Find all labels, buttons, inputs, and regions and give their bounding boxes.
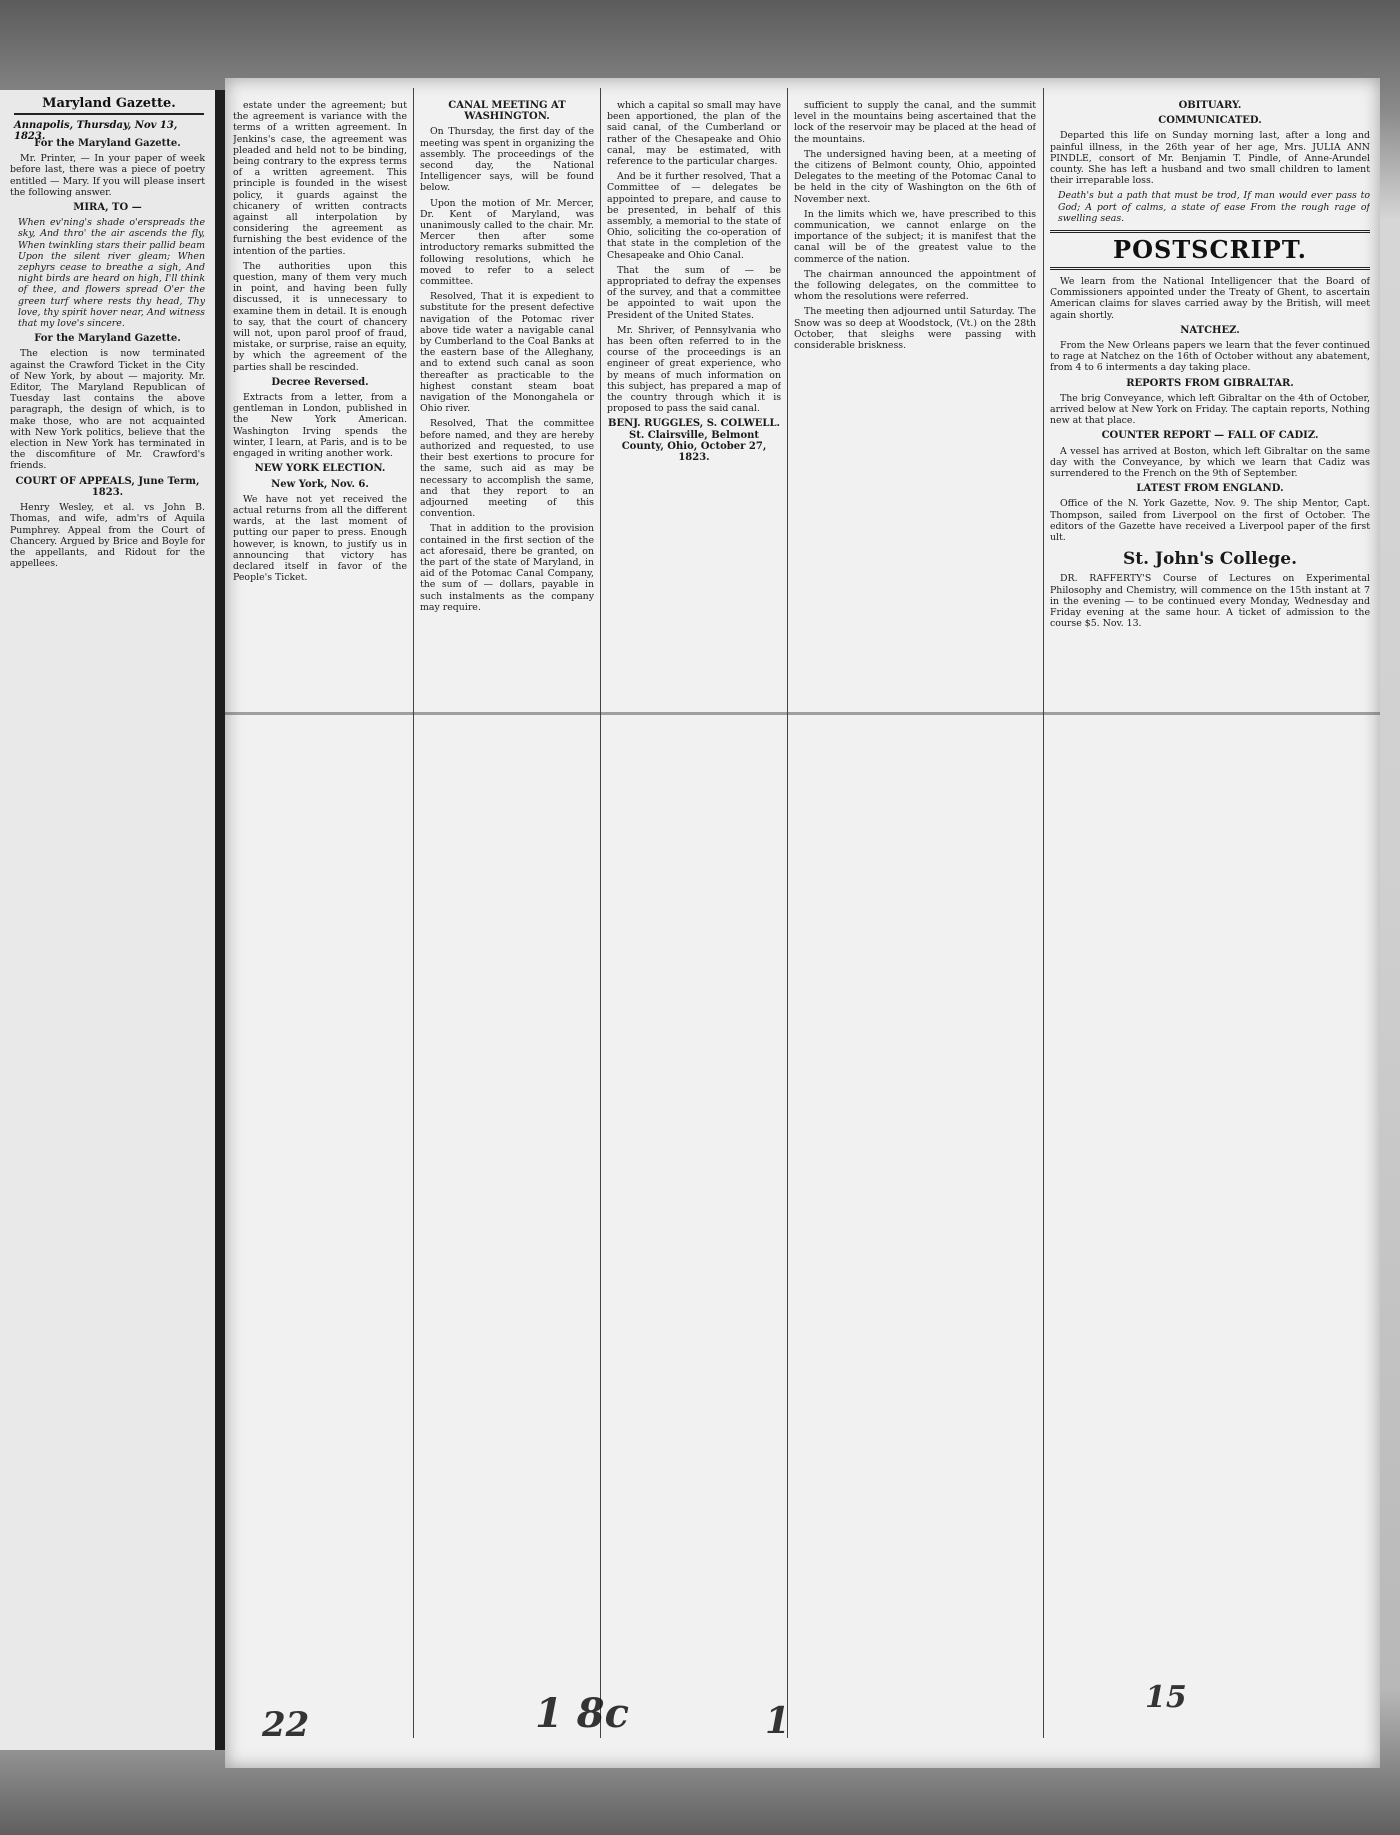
- col3-text-b: And be it further resolved, That a Committee of — delegates be appointed to prepare, and cause to be presented, in behalf of this assembly, a memorial to the state of Ohio, soliciting the co-operation of that state in the completion of the Chesapeake and Ohio Canal.: [607, 171, 781, 261]
- col4-text-d: The chairman announced the appointment of the following delegates, on the committee to whom the resolutions were referred.: [794, 268, 1036, 303]
- column-3: [607, 100, 781, 1728]
- dateline: Annapolis, Thursday, Nov 13, 1823.: [14, 120, 178, 142]
- page-fold-line: [225, 712, 1380, 715]
- court-heading: COURT OF APPEALS, June Term, 1823.: [15, 475, 200, 498]
- column-rule: [600, 88, 601, 1738]
- poem-intro: Mr. Printer, — In your paper of week before last, there was a piece of poetry entitled — Mary. If you will please insert the following answer.: [10, 153, 205, 198]
- court-text: Henry Wesley, et al. vs John B. Thomas, and wife, adm'rs of Aquila Pumphrey. Appeal from the Court of Chancery. Argued by Brice and Boyle for the appellants, and Ridout for the appellees.: [10, 502, 205, 570]
- col3-text-c: That the sum of — be appropriated to defray the expenses of the survey, and that a committee be appointed to wait upon the President of the United States.: [607, 264, 781, 321]
- col2-text-b: Upon the motion of Mr. Mercer, Dr. Kent of Maryland, was unanimously called to the chair. Mr. Mercer then after some introductory remarks submitted the following resolutions, which he moved to refer to a select committee.: [420, 197, 594, 288]
- col1-text-b: The authorities upon this question, many of them very much in point, and having been fully discussed, it is unnecessary to examine them in detail. It is enough to say, that the court of chancery will not, upon parol proof of fraud, mistake, or surprise, raise an equity, by which the agreement of the parties shall be rescinded.: [233, 260, 407, 373]
- ink-mark: 15: [1145, 1680, 1187, 1715]
- column-rule: [413, 88, 414, 1738]
- ink-mark: 1 8c: [535, 1690, 629, 1737]
- election-note: For the Maryland Gazette.: [34, 333, 181, 345]
- column-rule: [1043, 88, 1044, 1738]
- column-rule: [787, 88, 788, 1738]
- england-heading: LATEST FROM ENGLAND.: [1136, 483, 1284, 495]
- obituary-verse: Death's but a path that must be trod, If man would ever pass to God; A port of calms, a state of ease From the rough rage of swelling seas.: [1058, 190, 1370, 224]
- poem-lines: When ev'ning's shade o'erspreads the sky, And thro' the air ascends the fly, When twinkling stars their pallid beam Upon the silent river gleam; When zephyrs cease to breathe a sigh, And night birds are heard on high, I'll think of thee, and flowers spread O'er the green turf where rests thy head, Thy love, thy spirit hover near, And witness that my love's sincere.: [18, 217, 205, 330]
- decree-heading: Decree Reversed.: [271, 376, 369, 388]
- col3-text-a: which a capital so small may have been apportioned, the plan of the said canal, of the Cumberland or rather of the Chesapeake and Ohio canal, may be estimated, with reference to the particular charges.: [607, 100, 781, 168]
- canal-meeting-heading: CANAL MEETING AT WASHINGTON.: [448, 100, 566, 123]
- col2-text-a: On Thursday, the first day of the meeting was spent in organizing the assembly. The proceedings of the second day, the National Intelligencer says, will be found below.: [420, 126, 594, 194]
- column-1: [233, 100, 407, 1728]
- ink-mark: 1: [765, 1700, 791, 1742]
- obituary-text: Departed this life on Sunday morning last, after a long and painful illness, in the 26th year of her age, Mrs. JULIA ANN PINDLE, consort of Mr. Benjamin T. Pindle, of Anne-Arundel county. She has left a husband and two small children to lament their irreparable loss.: [1050, 130, 1370, 187]
- masthead: Maryland Gazette.: [14, 96, 204, 115]
- column-2: [420, 100, 594, 1728]
- poem-title: MIRA, TO —: [73, 202, 142, 214]
- gibraltar-text: The brig Conveyance, which left Gibraltar on the 4th of October, arrived below at New York on Friday. The captain reports, Nothing new at that place.: [1050, 392, 1370, 427]
- cadiz-text: A vessel has arrived at Boston, which left Gibraltar on the same day with the Conveyance, by which we learn that Cadiz was surrendered to the French on the 9th of September.: [1050, 445, 1370, 480]
- col3-text-d: Mr. Shriver, of Pennsylvania who has been often referred to in the course of the proceedings is an engineer of great experience, who by means of much information on this subject, has prepared a map of the country through which it is proposed to pass the said canal.: [607, 324, 781, 415]
- extract-text: Extracts from a letter, from a gentleman in London, published in the New York American. Washington Irving spends the winter, I learn, at Paris, and is to be engaged in writing another work.: [233, 392, 407, 460]
- col1-text-a: estate under the agreement; but the agreement is variance with the terms of a written agreement. In Jenkins's case, the agreement was pleaded and held not to be binding, being contrary to the express terms of a written agreement. This principle is founded in the wisest policy, it guards against the chicanery of written contracts against all interpolation by considering the agreement as furnishing the best evidence of the intention of the parties.: [233, 100, 407, 257]
- england-text: Office of the N. York Gazette, Nov. 9. The ship Mentor, Capt. Thompson, sailed from Liverpool on the first of October. The editors of the Gazette have received a Liverpool paper of the first ult.: [1050, 498, 1370, 544]
- election-text: The election is now terminated against the Crawford Ticket in the City of New York, by about — majority. Mr. Editor, The Maryland Republican of Tuesday last contains the above paragraph, the design of which, is to make those, who are not acquainted with New York politics, believe that the election in New York has terminated in the discomfiture of Mr. Crawford's friends.: [10, 348, 205, 472]
- main-page: [225, 78, 1380, 1768]
- postscript-text: We learn from the National Intelligencer that the Board of Commissioners appointed under the Treaty of Ghent, to ascertain American claims for slaves carried away by the British, will meet again shortly.: [1050, 276, 1370, 321]
- postscript-heading: POSTSCRIPT.: [1050, 230, 1370, 270]
- natchez-text: From the New Orleans papers we learn that the fever continued to rage at Natchez on the 16th of October without any abatement, from 4 to 6 interments a day taking place.: [1050, 340, 1370, 374]
- college-text: DR. RAFFERTY'S Course of Lectures on Experimental Philosophy and Chemistry, will commence on the 15th instant at 7 in the evening — to be continued every Monday, Wednesday and Friday evening at the same hour. A ticket of admission to the course $5. Nov. 13.: [1050, 573, 1370, 630]
- ny-election-heading: NEW YORK ELECTION.: [254, 463, 386, 475]
- left-page-text: [10, 138, 205, 1730]
- obituary-subheading: COMMUNICATED.: [1158, 115, 1262, 127]
- col2-text-c: Resolved, That it is expedient to substitute for the present defective navigation of the Potomac river above tide water a navigable canal by Cumberland to the Coal Banks at the eastern base of the Alleghany, and to extend such canal as soon thereafter as practicable to the highest constant steam boat navigation of the Monongahela or Ohio river.: [420, 291, 594, 415]
- natchez-heading: NATCHEZ.: [1180, 324, 1240, 336]
- gibraltar-heading: REPORTS FROM GIBRALTAR.: [1126, 377, 1294, 389]
- left-page: [0, 90, 229, 1750]
- col4-text-c: In the limits which we, have prescribed to this communication, we cannot enlarge on the importance of the subject; it is manifest that the canal will be of the greatest value to the commerce of the nation.: [794, 208, 1036, 265]
- ny-dateline: New York, Nov. 6.: [271, 478, 369, 490]
- college-heading: St. John's College.: [1123, 549, 1297, 570]
- signatures: BENJ. RUGGLES, S. COLWELL. St. Clairsville, Belmont County, Ohio, October 27, 1823.: [608, 418, 780, 464]
- obituary-heading: OBITUARY.: [1178, 100, 1242, 111]
- col4-text-a: sufficient to supply the canal, and the summit level in the mountains being ascertained that the lock of the reservoir may be placed at the head of the mountains.: [794, 100, 1036, 145]
- ink-mark: 22: [262, 1705, 310, 1745]
- col2-text-e: That in addition to the provision contained in the first section of the act aforesaid, there be granted, on the part of the state of Maryland, in aid of the Potomac Canal Company, the sum of — dollars, payable in such instalments as the company may require.: [420, 523, 594, 613]
- col4-text-e: The meeting then adjourned until Saturday. The Snow was so deep at Woodstock, (Vt.) on the 28th October, that sleighs were passing with considerable briskness.: [794, 306, 1036, 352]
- column-5: [1050, 100, 1370, 1728]
- col4-text-b: The undersigned having been, at a meeting of the citizens of Belmont county, Ohio, appointed Delegates to the meeting of the Potomac Canal to be held in the city of Washington on the 6th of November next.: [794, 148, 1036, 205]
- col2-text-d: Resolved, That the committee before named, and they are hereby authorized and requested, to use their best exertions to procure for the same, such aid as may be necessary to accomplish the same, and that they report to an adjourned meeting of this convention.: [420, 418, 594, 520]
- column-4: [794, 100, 1036, 1728]
- cadiz-heading: COUNTER REPORT — FALL OF CADIZ.: [1101, 430, 1319, 442]
- ny-election-text: We have not yet received the actual returns from all the different wards, at the last moment of putting our paper to press. Enough however, is known, to justify us in announcing that victory has declared itself in favor of the People's Ticket.: [233, 493, 407, 584]
- poem-note: For the Maryland Gazette.: [34, 138, 181, 149]
